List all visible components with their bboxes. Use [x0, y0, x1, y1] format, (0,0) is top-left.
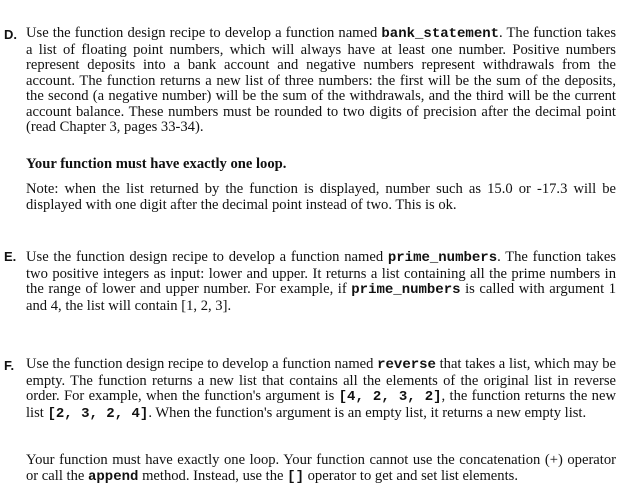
section-f-p1-text-2: that takes a list, which may be empty. The function returns a new list that contains all the elements of the original list in reverse order. For example, when the function's argument is	[26, 356, 616, 404]
section-f-p2-text-2: method. Instead, use the	[138, 467, 288, 484]
example-list-output: [2, 3, 2, 4]	[47, 405, 149, 422]
index-operator: []	[287, 468, 304, 485]
section-d-paragraph-1	[26, 26, 616, 136]
section-e-paragraph-1	[26, 250, 616, 314]
function-name-bank-statement: bank_statement	[381, 26, 500, 42]
section-f-p1-text-4: . When the function's argument is an empty list, it returns a new empty list.	[148, 404, 587, 421]
function-name-prime-numbers-2: prime_numbers	[351, 282, 461, 298]
function-name-reverse: reverse	[377, 357, 436, 373]
section-d-p1-text-2: . The function takes a list of floating point numbers, which will always have at least one number. Positive numbers represent deposits into a bank account and negative numbers represent withdrawals from the account. The function returns a new list of three numbers: the first will be the sum of the deposits, the second (a negative number) will be the sum of the withdrawals, and the third will be the current account balance. These numbers must be rounded to two digits of precision after the decimal point (read Chapter 3, pages 33-34).	[26, 25, 617, 135]
section-d-paragraph-3: Note: when the list returned by the function is displayed, number such as 15.0 or -17.3 will be displayed with one digit after the decimal point instead of two. This is ok.	[26, 181, 616, 213]
section-f-letter: F.	[4, 358, 15, 373]
section-f-paragraph-1	[26, 357, 616, 422]
section-e-letter: E.	[4, 249, 17, 264]
section-d-paragraph-2: Your function must have exactly one loop.	[26, 156, 287, 172]
section-f-paragraph-2	[26, 453, 616, 485]
section-e-p1-text-3: is called with argument 1 and 4, the list will contain [1, 2, 3].	[26, 281, 616, 314]
section-d-p1-text-1: Use the function design recipe to develop a function named	[26, 25, 382, 41]
section-e-p1-text-2: . The function takes two positive integers as input: lower and upper. It returns a list containing all the prime numbers in the range of lower and upper number. For example, if	[26, 249, 617, 297]
section-f-p1-text-3: , the function returns the new list	[26, 388, 616, 421]
section-f-p2-text-1: Your function must have exactly one loop. Your function cannot use the concatenation (+) operator or call the	[26, 452, 616, 484]
section-d-letter: D.	[4, 27, 17, 42]
function-name-prime-numbers: prime_numbers	[387, 250, 498, 266]
section-f-p1-text-1: Use the function design recipe to develop a function named	[26, 356, 378, 372]
example-list-input: [4, 2, 3, 2]	[338, 389, 442, 405]
method-name-append: append	[88, 468, 139, 485]
section-e-p1-text-1: Use the function design recipe to develop a function named	[26, 249, 388, 265]
section-f-p2-text-3: operator to get and set list elements.	[303, 467, 518, 484]
